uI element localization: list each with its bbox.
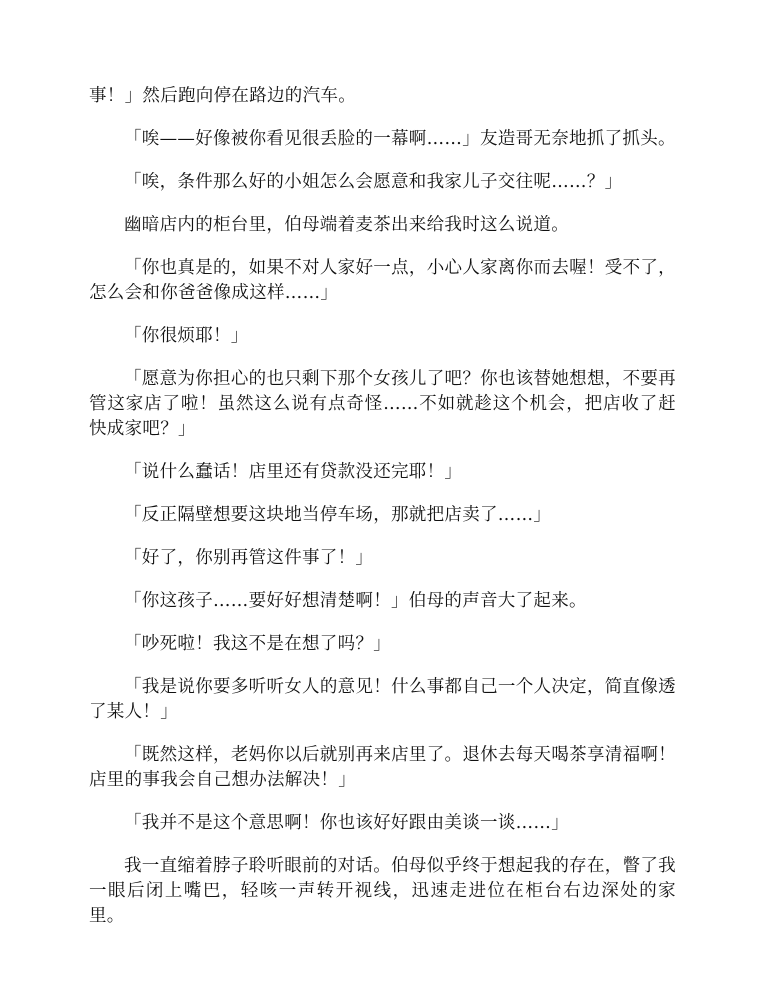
paragraph: 事！」然后跑向停在路边的汽车。: [89, 86, 356, 106]
paragraph: 「愿意为你担心的也只剩下那个女孩儿了吧？你也该替她想想，不要再管这家店了啦！虽然这么说有点奇怪……不如就趁这个机会，把店收了赶快成家吧？」: [89, 369, 676, 439]
paragraph: 「吵死啦！我这不是在想了吗？」: [124, 634, 391, 654]
text-column: [89, 84, 676, 947]
paragraph: 「你很烦耶！」: [124, 326, 249, 346]
paragraph: 「我并不是这个意思啊！你也该好好跟由美谈一谈……」: [124, 813, 569, 833]
paragraph: 幽暗店内的柜台里，伯母端着麦茶出来给我时这么说道。: [124, 215, 569, 235]
paragraph: 「你也真是的，如果不对人家好一点，小心人家离你而去喔！受不了，怎么会和你爸爸像成这样……」: [89, 258, 676, 303]
paragraph: 「唉——好像被你看见很丢脸的一幕啊……」友造哥无奈地抓了抓头。: [124, 129, 676, 149]
paragraph: 「好了，你别再管这件事了！」: [124, 548, 374, 568]
paragraph: 我一直缩着脖子聆听眼前的对话。伯母似乎终于想起我的存在，瞥了我一眼后闭上嘴巴，轻咳一声转开视线，迅速走进位在柜台右边深处的家里。: [89, 856, 676, 926]
paragraph: 「唉，条件那么好的小姐怎么会愿意和我家儿子交往呢……？」: [124, 172, 623, 192]
paragraph: 「说什么蠢话！店里还有贷款没还完耶！」: [124, 462, 463, 482]
paragraph: 「我是说你要多听听女人的意见！什么事都自己一个人决定，简直像透了某人！」: [89, 677, 676, 722]
paragraph: 「反正隔壁想要这块地当停车场，那就把店卖了……」: [124, 505, 552, 525]
paragraph: 「你这孩子……要好好想清楚啊！」伯母的声音大了起来。: [124, 591, 587, 611]
paragraph: 「既然这样，老妈你以后就别再来店里了。退休去每天喝茶享清福啊！店里的事我会自己想办法解决！」: [89, 745, 676, 790]
